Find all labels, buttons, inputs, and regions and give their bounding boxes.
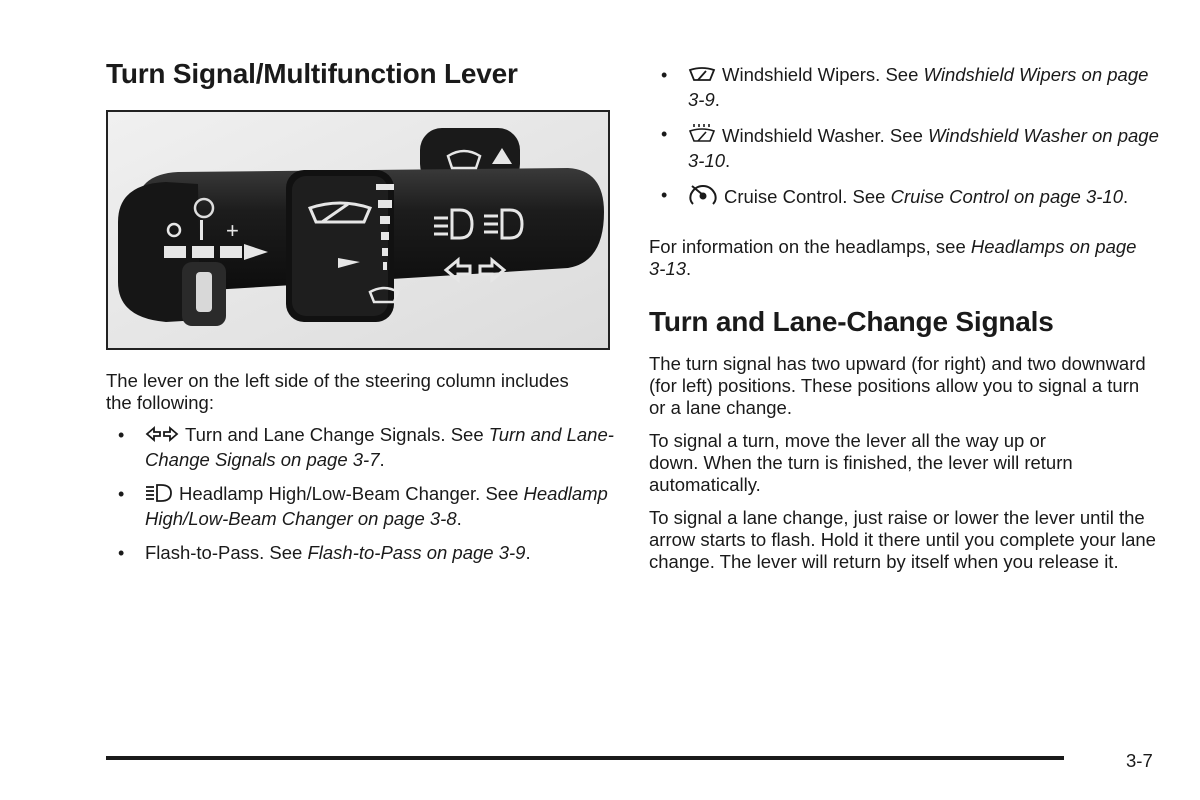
footer-rule (106, 756, 1064, 760)
lever-features-list-continued (649, 64, 1164, 211)
cross-reference-link[interactable]: Windshield Wipers on page 3-9 (688, 64, 1149, 110)
bullet-text: Turn and Lane Change Signals. See (185, 424, 489, 445)
list-item (649, 64, 1164, 111)
page-number: 3-7 (1126, 750, 1153, 771)
bullet-text: Headlamp High/Low-Beam Changer. See (179, 483, 524, 504)
lever-plus-label: + (226, 218, 239, 243)
turn-arrows-icon (145, 426, 179, 449)
bullet-dot: • (118, 425, 125, 445)
bullet-end: . (714, 89, 720, 110)
bullet-end: . (379, 449, 385, 470)
bullet-text: Windshield Washer. See (722, 125, 928, 146)
washer-icon (688, 123, 716, 150)
paragraph-signal-turn: To signal a turn, move the lever all the way up or down. When the turn is finished, the lever will return automatically. (649, 430, 1073, 495)
list-item (106, 483, 616, 530)
bullet-dot: • (661, 124, 668, 144)
section-title-turn-lane-change: Turn and Lane-Change Signals (649, 306, 1054, 337)
list-item (649, 123, 1164, 172)
bullet-end: . (725, 150, 731, 171)
bullet-dot: • (661, 65, 668, 85)
bullet-text: Windshield Wipers. See (722, 64, 924, 85)
bullet-text: Cruise Control. See (724, 186, 891, 207)
cross-reference-link[interactable]: Headlamp High/Low-Beam Changer on page 3-8 (145, 483, 608, 529)
headlamp-info-paragraph (649, 236, 1149, 280)
bullet-dot: • (118, 484, 125, 504)
bullet-dot: • (661, 185, 668, 205)
lever-illustration-svg (108, 112, 608, 348)
bullet-text: Flash-to-Pass. See (145, 542, 308, 563)
paragraph-lane-change: To signal a lane change, just raise or lower the lever until the arrow starts to flash. Hold it there until you complete your lane change. The lever will return by itself when you release it. (649, 507, 1156, 572)
bullet-end: . (525, 542, 531, 563)
list-item (106, 542, 616, 564)
cross-reference-link[interactable]: Headlamps on page 3-13 (649, 236, 1137, 279)
cross-reference-link[interactable]: Windshield Washer on page 3-10 (688, 125, 1159, 171)
section-title-turn-signal-lever: Turn Signal/Multifunction Lever (106, 58, 518, 89)
bullet-end: . (1123, 186, 1129, 207)
cross-reference-link[interactable]: Cruise Control on page 3-10 (890, 186, 1123, 207)
cross-reference-link[interactable]: Flash-to-Pass on page 3-9 (307, 542, 526, 563)
lever-illustration (106, 110, 610, 350)
lever-features-list (106, 424, 616, 564)
bullet-end: . (456, 508, 462, 529)
paragraph-positions: The turn signal has two upward (for right) and two downward (for left) positions. These positions allow you to signal a turn or a lane change. (649, 353, 1146, 418)
list-item (649, 184, 1164, 211)
headlamp-info-text: For information on the headlamps, see (649, 236, 971, 257)
wiper-icon (688, 66, 716, 89)
bullet-dot: • (118, 543, 125, 563)
cross-reference-link[interactable]: Turn and Lane-Change Signals on page 3-7 (145, 424, 614, 470)
list-item (106, 424, 616, 471)
cruise-icon (688, 184, 718, 211)
headlamp-info-end: . (686, 258, 692, 279)
headlamp-beam-icon (145, 483, 173, 508)
intro-paragraph: The lever on the left side of the steering column includes the following: (106, 370, 569, 413)
